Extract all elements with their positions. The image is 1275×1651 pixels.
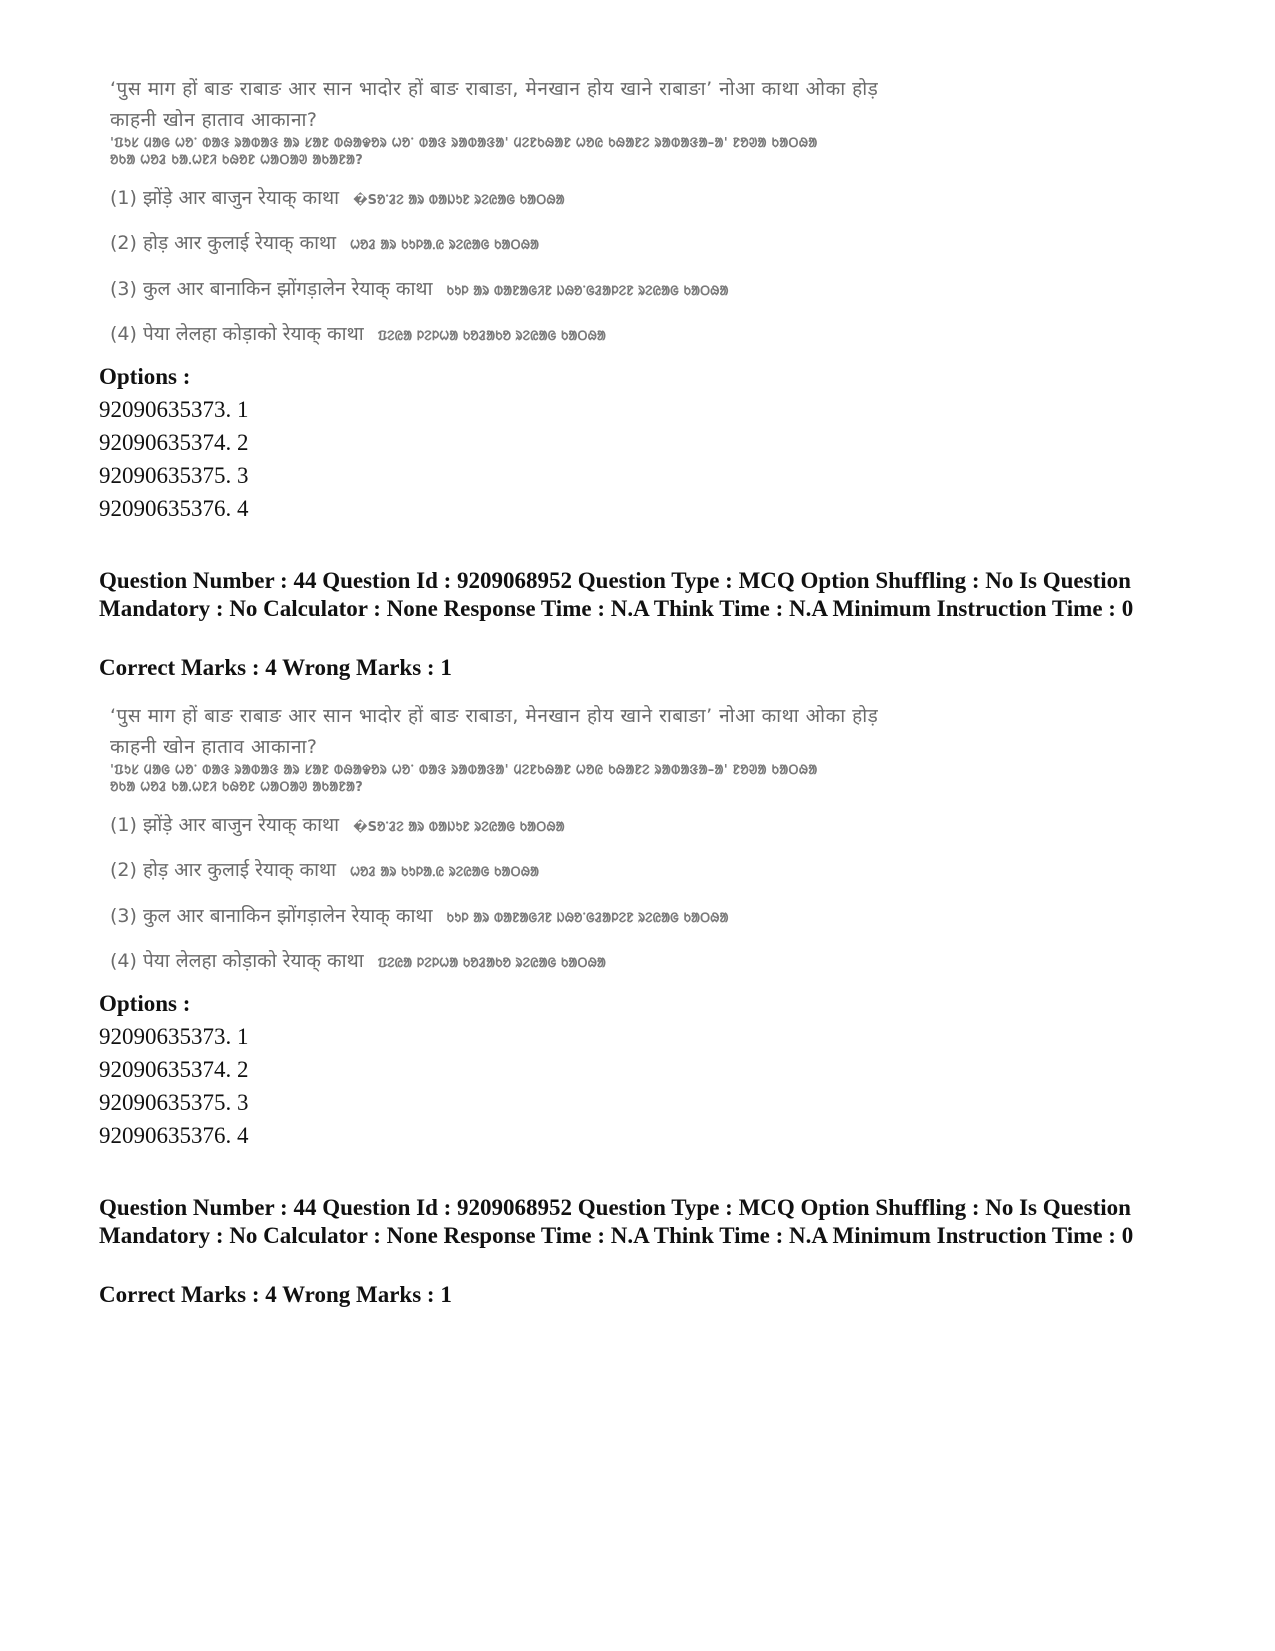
image-option-santali: ᱠᱩᱞ ᱟᱨ ᱵᱟᱱᱟᱜᱤᱱ ᱡᱷᱚᱸᱜᱲᱟᱞᱮᱱ ᱨᱮᱭᱟᱜ ᱠᱟᱛᱷᱟ bbox=[446, 284, 729, 299]
image-option-hindi: कुल आर बानाकिन झोंगड़ालेन रेयाक् काथा bbox=[142, 278, 433, 300]
question-image bbox=[100, 70, 960, 350]
image-option-4 bbox=[110, 947, 606, 973]
image-option-santali: �Sᱚᱸᱲᱮ ᱟᱨ ᱵᱟᱡᱩᱱ ᱨᱮᱭᱟᱜ ᱠᱟᱛᱷᱟ bbox=[353, 820, 565, 835]
image-option-hindi: झोंड़े आर बाजुन रेयाक् काथा bbox=[142, 187, 340, 209]
option-row-3: 92090635375. 3 bbox=[99, 1090, 249, 1115]
image-option-santali: ᱯᱮᱭᱟ ᱞᱮᱞᱦᱟ ᱠᱚᱲᱟᱠᱚ ᱨᱮᱭᱟᱜ ᱠᱟᱛᱷᱟ bbox=[377, 956, 606, 971]
image-option-number: (4) bbox=[110, 323, 137, 345]
options-label: Options : bbox=[99, 364, 191, 389]
question-text-santali-line1: 'ᱯᱩᱥ ᱢᱟᱜ ᱦᱚᱸ ᱵᱟᱝ ᱨᱟᱵᱟᱝ ᱟᱨ ᱥᱟᱱ ᱵᱷᱟᱫᱚᱨ ᱦᱚᱸ ᱵᱟᱝ ᱨᱟᱵᱟᱝᱟ' ᱢᱮᱱᱠᱷᱟᱱ ᱦᱚᱭ ᱠᱷᱟᱱᱮ ᱨᱟᱵᱟᱝᱟ–ᱟ' ᱱᱚᱣᱟ ᱠᱟᱛᱷᱟ bbox=[110, 763, 818, 778]
image-option-1 bbox=[110, 184, 565, 210]
image-option-hindi: झोंड़े आर बाजुन रेयाक् काथा bbox=[142, 814, 340, 836]
image-option-3 bbox=[110, 902, 728, 928]
option-row-2: 92090635374. 2 bbox=[99, 430, 249, 455]
image-option-santali: ᱠᱩᱞ ᱟᱨ ᱵᱟᱱᱟᱜᱤᱱ ᱡᱷᱚᱸᱜᱲᱟᱞᱮᱱ ᱨᱮᱭᱟᱜ ᱠᱟᱛᱷᱟ bbox=[446, 911, 729, 926]
image-option-hindi: होड़ आर कुलाई रेयाक् काथा bbox=[142, 859, 337, 881]
option-row-4: 92090635376. 4 bbox=[99, 496, 249, 521]
option-row-1: 92090635373. 1 bbox=[99, 397, 249, 422]
image-option-hindi: कुल आर बानाकिन झोंगड़ालेन रेयाक् काथा bbox=[142, 905, 433, 927]
image-option-number: (1) bbox=[110, 187, 137, 209]
image-option-number: (3) bbox=[110, 278, 137, 300]
question-text-hindi-line2: काहनी खोन हाताव आकाना? bbox=[110, 109, 318, 131]
image-option-santali: ᱯᱮᱭᱟ ᱞᱮᱞᱦᱟ ᱠᱚᱲᱟᱠᱚ ᱨᱮᱭᱟᱜ ᱠᱟᱛᱷᱟ bbox=[377, 329, 606, 344]
image-option-number: (4) bbox=[110, 950, 137, 972]
image-option-3 bbox=[110, 275, 728, 301]
image-option-number: (2) bbox=[110, 232, 137, 254]
question-image bbox=[100, 697, 960, 977]
question-text-santali-line2: ᱚᱠᱟ ᱦᱚᱲ ᱠᱟᱹᱦᱱᱤ ᱠᱷᱚᱱ ᱦᱟᱛᱟᱣ ᱟᱠᱟᱱᱟ? bbox=[110, 780, 363, 795]
question-text-santali-line2: ᱚᱠᱟ ᱦᱚᱲ ᱠᱟᱹᱦᱱᱤ ᱠᱷᱚᱱ ᱦᱟᱛᱟᱣ ᱟᱠᱟᱱᱟ? bbox=[110, 153, 363, 168]
image-option-2 bbox=[110, 856, 539, 882]
option-row-4: 92090635376. 4 bbox=[99, 1123, 249, 1148]
image-option-number: (3) bbox=[110, 905, 137, 927]
image-option-number: (1) bbox=[110, 814, 137, 836]
image-option-hindi: होड़ आर कुलाई रेयाक् काथा bbox=[142, 232, 337, 254]
image-option-santali: ᱦᱚᱲ ᱟᱨ ᱠᱩᱞᱟᱹᱭ ᱨᱮᱭᱟᱜ ᱠᱟᱛᱷᱟ bbox=[350, 238, 540, 253]
question-meta: Question Number : 44 Question Id : 9209068952 Question Type : MCQ Option Shuffling : No Is Question Mandatory : No Calculator : None Response Time : N.A Think Time : N.A Minimum Instruction Time : 0 bbox=[99, 568, 1134, 621]
image-option-hindi: पेया लेलहा कोड़ाको रेयाक् काथा bbox=[142, 323, 364, 345]
option-row-1: 92090635373. 1 bbox=[99, 1024, 249, 1049]
image-option-santali: ᱦᱚᱲ ᱟᱨ ᱠᱩᱞᱟᱹᱭ ᱨᱮᱭᱟᱜ ᱠᱟᱛᱷᱟ bbox=[350, 865, 540, 880]
question-text-santali-line1: 'ᱯᱩᱥ ᱢᱟᱜ ᱦᱚᱸ ᱵᱟᱝ ᱨᱟᱵᱟᱝ ᱟᱨ ᱥᱟᱱ ᱵᱷᱟᱫᱚᱨ ᱦᱚᱸ ᱵᱟᱝ ᱨᱟᱵᱟᱝᱟ' ᱢᱮᱱᱠᱷᱟᱱ ᱦᱚᱭ ᱠᱷᱟᱱᱮ ᱨᱟᱵᱟᱝᱟ–ᱟ' ᱱᱚᱣᱟ ᱠᱟᱛᱷᱟ bbox=[110, 136, 818, 151]
image-option-number: (2) bbox=[110, 859, 137, 881]
image-option-4 bbox=[110, 320, 606, 346]
question-text-hindi-line2: काहनी खोन हाताव आकाना? bbox=[110, 736, 318, 758]
image-option-2 bbox=[110, 229, 539, 255]
question-text-hindi-line1: ‘पुस माग हों बाङ राबाङ आर सान भादोर हों बाङ राबाङा, मेनखान होय खाने राबाङा’ नोआ काथा ओका होड़ bbox=[110, 78, 879, 100]
question-text-hindi-line1: ‘पुस माग हों बाङ राबाङ आर सान भादोर हों बाङ राबाङा, मेनखान होय खाने राबाङा’ नोआ काथा ओका होड़ bbox=[110, 705, 879, 727]
question-marks: Correct Marks : 4 Wrong Marks : 1 bbox=[99, 1282, 452, 1307]
question-meta: Question Number : 44 Question Id : 9209068952 Question Type : MCQ Option Shuffling : No Is Question Mandatory : No Calculator : None Response Time : N.A Think Time : N.A Minimum Instruction Time : 0 bbox=[99, 1195, 1134, 1248]
options-label: Options : bbox=[99, 991, 191, 1016]
option-row-3: 92090635375. 3 bbox=[99, 463, 249, 488]
option-row-2: 92090635374. 2 bbox=[99, 1057, 249, 1082]
question-marks: Correct Marks : 4 Wrong Marks : 1 bbox=[99, 655, 452, 680]
image-option-hindi: पेया लेलहा कोड़ाको रेयाक् काथा bbox=[142, 950, 364, 972]
image-option-santali: �Sᱚᱸᱲᱮ ᱟᱨ ᱵᱟᱡᱩᱱ ᱨᱮᱭᱟᱜ ᱠᱟᱛᱷᱟ bbox=[353, 193, 565, 208]
image-option-1 bbox=[110, 811, 565, 837]
